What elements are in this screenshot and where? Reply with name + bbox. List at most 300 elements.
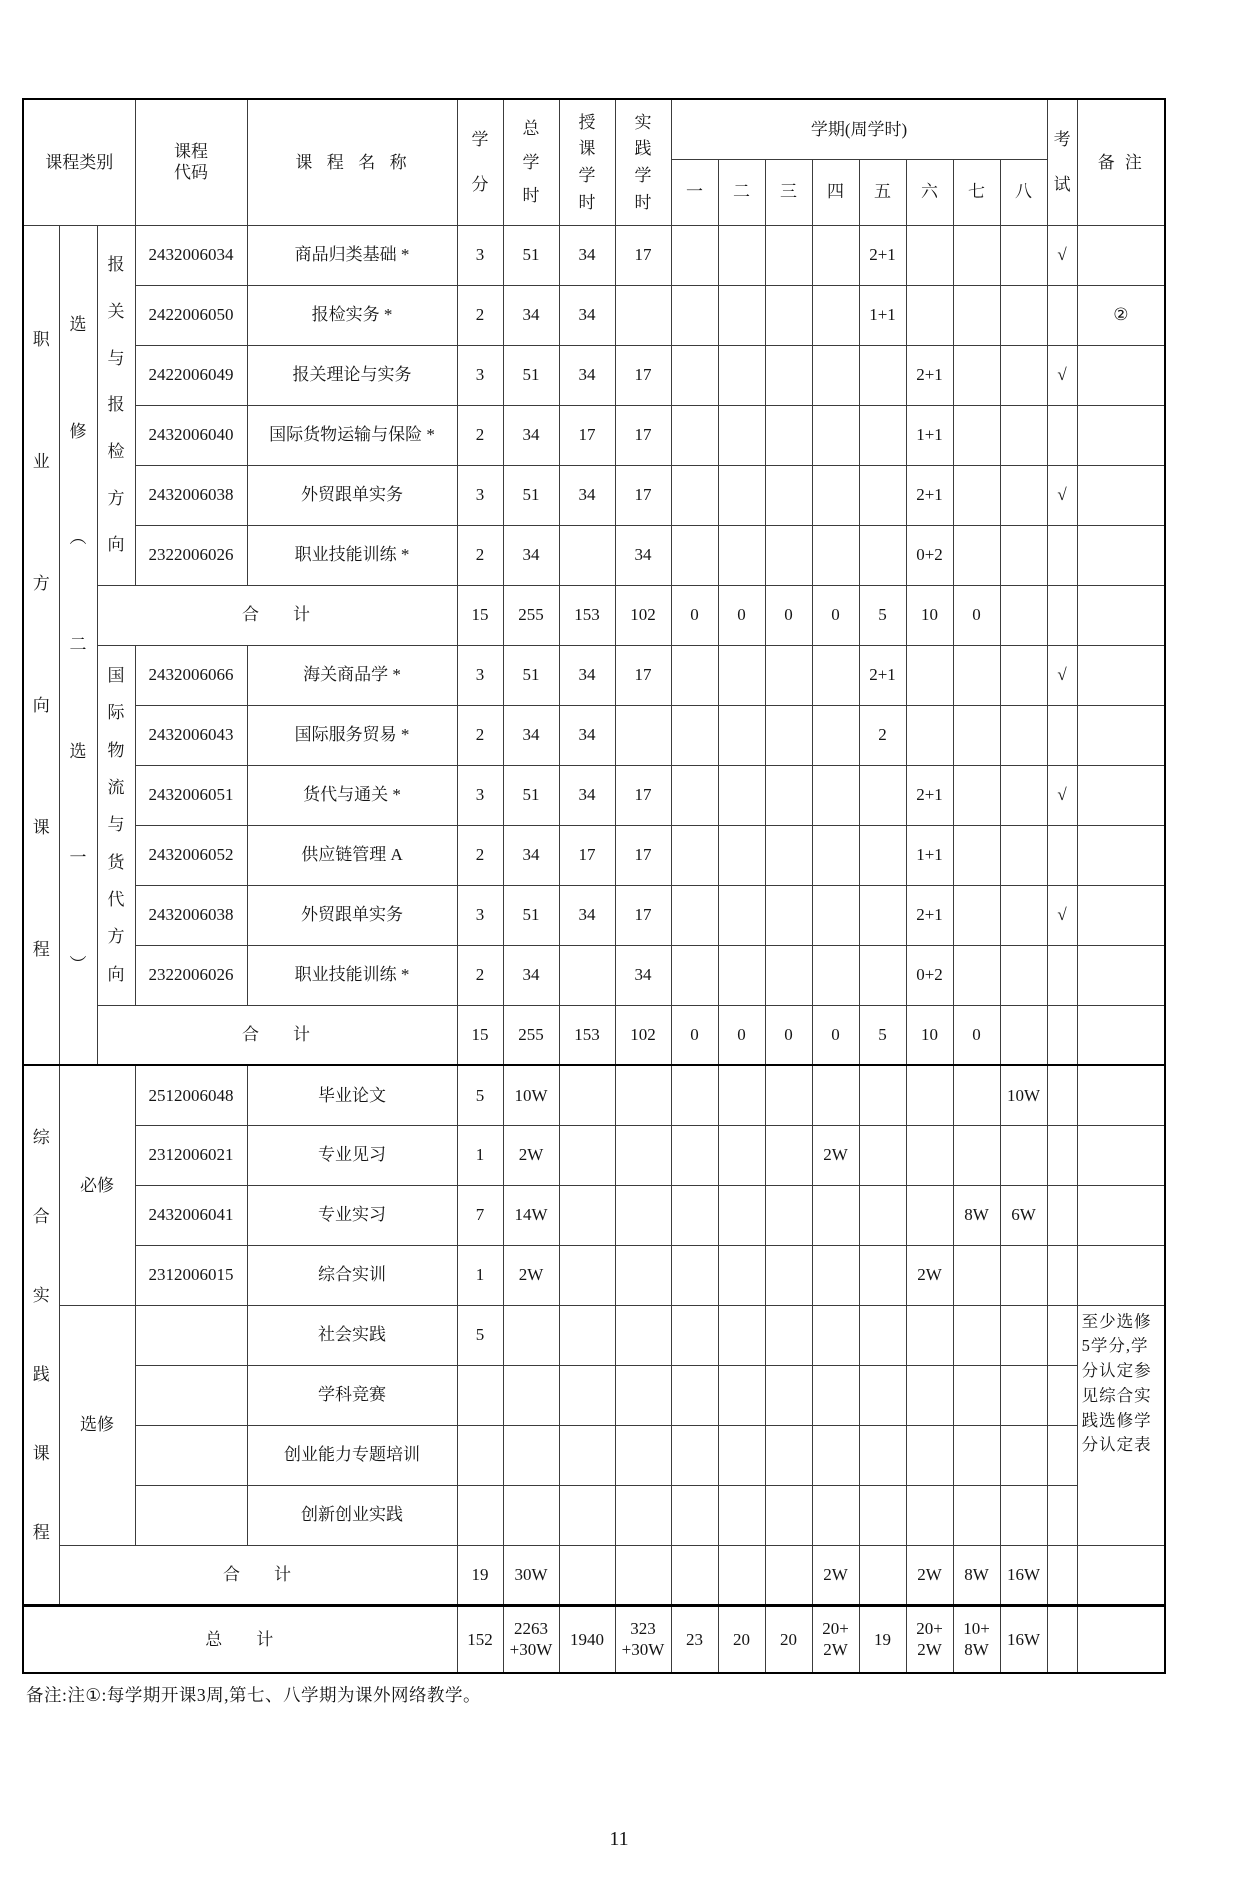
practice-hours-cell [615,1125,671,1185]
course-name: 毕业论文 [247,1065,457,1125]
semester-8-cell [1000,585,1047,645]
table-row [23,1005,1165,1065]
semester-4-cell [812,885,859,945]
semester-6-cell: 2+1 [906,465,953,525]
semester-6-cell [906,1065,953,1125]
semester-5-cell [859,525,906,585]
table-row [23,345,1165,405]
remark-cell [1077,1605,1165,1673]
header-category: 课程类别 [23,99,135,225]
header-semester-1: 一 [671,159,718,225]
semester-6-cell [906,705,953,765]
semester-4-cell: 0 [812,1005,859,1065]
semester-2-cell [718,1125,765,1185]
teach-hours-cell: 34 [559,885,615,945]
semester-8-cell [1000,1365,1047,1425]
credits-cell: 7 [457,1185,503,1245]
semester-1-cell [671,405,718,465]
semester-1-cell [671,285,718,345]
category-career-direction-label: 职 业 方 向 课 程 [23,225,59,1065]
total-hours-cell: 2W [503,1125,559,1185]
semester-1-cell [671,945,718,1005]
subtotal-label: 合计 [97,585,457,645]
credits-cell: 15 [457,1005,503,1065]
semester-7-cell: 8W [953,1185,1000,1245]
semester-7-cell [953,345,1000,405]
teach-hours-cell: 17 [559,405,615,465]
credits-cell: 1 [457,1125,503,1185]
semester-2-cell [718,525,765,585]
course-name: 职业技能训练 * [247,945,457,1005]
table-row [23,405,1165,465]
semester-5-cell [859,465,906,525]
practice-hours-cell [615,1365,671,1425]
credits-cell [457,1365,503,1425]
semester-3-cell [765,405,812,465]
semester-8-cell [1000,225,1047,285]
exam-check-cell: √ [1047,465,1077,525]
semester-4-cell [812,1185,859,1245]
credits-cell: 3 [457,465,503,525]
practice-hours-cell: 17 [615,345,671,405]
semester-5-cell [859,1545,906,1605]
course-name: 社会实践 [247,1305,457,1365]
remark-cell [1077,645,1165,705]
semester-6-cell [906,1305,953,1365]
header-semester-5: 五 [859,159,906,225]
page-number: 11 [609,1828,629,1850]
semester-8-cell [1000,645,1047,705]
direction-customs-label: 报 关 与 报 检 方 向 [97,225,135,585]
semester-7-cell [953,1065,1000,1125]
course-name: 综合实训 [247,1245,457,1305]
course-code: 2432006043 [135,705,247,765]
semester-4-cell: 20+ 2W [812,1605,859,1673]
semester-3-cell [765,885,812,945]
semester-7-cell [953,945,1000,1005]
exam-check-cell: √ [1047,765,1077,825]
course-name: 国际服务贸易 * [247,705,457,765]
semester-1-cell [671,645,718,705]
teach-hours-cell: 34 [559,765,615,825]
course-name: 学科竞赛 [247,1365,457,1425]
course-code: 2312006021 [135,1125,247,1185]
semester-5-cell [859,1425,906,1485]
semester-5-cell: 1+1 [859,285,906,345]
semester-5-cell: 2 [859,705,906,765]
semester-6-cell [906,1185,953,1245]
credits-cell [457,1425,503,1485]
semester-8-cell [1000,1485,1047,1545]
semester-2-cell [718,1065,765,1125]
total-hours-cell: 51 [503,225,559,285]
header-course-name: 课程名称 [247,99,457,225]
remark-cell [1077,705,1165,765]
semester-1-cell: 0 [671,585,718,645]
semester-5-cell [859,1245,906,1305]
course-name: 货代与通关 * [247,765,457,825]
semester-6-cell: 2W [906,1545,953,1605]
semester-2-cell [718,1245,765,1305]
credits-cell: 2 [457,405,503,465]
semester-4-cell: 0 [812,585,859,645]
semester-3-cell [765,465,812,525]
teach-hours-cell: 34 [559,345,615,405]
header-semester-8: 八 [1000,159,1047,225]
semester-3-cell [765,345,812,405]
total-hours-cell: 51 [503,465,559,525]
semester-2-cell [718,465,765,525]
course-code: 2312006015 [135,1245,247,1305]
semester-6-cell [906,645,953,705]
semester-6-cell: 2+1 [906,885,953,945]
semester-4-cell [812,1065,859,1125]
teach-hours-cell [559,1065,615,1125]
total-hours-cell: 34 [503,825,559,885]
remark-cell [1077,1065,1165,1125]
semester-2-cell [718,825,765,885]
semester-8-cell [1000,1245,1047,1305]
semester-8-cell [1000,285,1047,345]
total-hours-cell: 34 [503,705,559,765]
remark-cell [1077,465,1165,525]
practice-hours-cell [615,1245,671,1305]
semester-2-cell [718,1425,765,1485]
semester-7-cell: 0 [953,1005,1000,1065]
total-hours-cell: 10W [503,1065,559,1125]
exam-check-cell [1047,1245,1077,1305]
header-semester-6: 六 [906,159,953,225]
semester-7-cell [953,465,1000,525]
exam-check-cell [1047,1065,1077,1125]
semester-5-cell [859,1065,906,1125]
course-code: 2322006026 [135,945,247,1005]
semester-5-cell [859,1485,906,1545]
semester-4-cell [812,825,859,885]
exam-check-cell [1047,1125,1077,1185]
semester-1-cell [671,705,718,765]
teach-hours-cell [559,1545,615,1605]
semester-7-cell: 10+ 8W [953,1605,1000,1673]
semester-1-cell [671,1245,718,1305]
semester-4-cell [812,1365,859,1425]
semester-3-cell: 0 [765,585,812,645]
semester-1-cell [671,1125,718,1185]
semester-4-cell [812,645,859,705]
header-exam: 考 试 [1047,99,1077,225]
semester-1-cell [671,1485,718,1545]
semester-6-cell [906,1125,953,1185]
credits-cell: 5 [457,1305,503,1365]
semester-2-cell [718,405,765,465]
semester-6-cell: 10 [906,1005,953,1065]
semester-3-cell [765,1185,812,1245]
exam-check-cell [1047,705,1077,765]
semester-7-cell: 8W [953,1545,1000,1605]
table-row [23,825,1165,885]
teach-hours-cell: 34 [559,645,615,705]
semester-1-cell [671,225,718,285]
exam-check-cell [1047,285,1077,345]
remark-cell [1077,405,1165,465]
semester-2-cell [718,1485,765,1545]
credits-cell: 5 [457,1065,503,1125]
exam-check-cell [1047,825,1077,885]
course-name: 创业能力专题培训 [247,1425,457,1485]
table-row [23,525,1165,585]
teach-hours-cell: 34 [559,225,615,285]
practice-hours-cell: 17 [615,405,671,465]
semester-6-cell: 0+2 [906,945,953,1005]
exam-check-cell: √ [1047,645,1077,705]
header-semester-7: 七 [953,159,1000,225]
table-row [23,885,1165,945]
semester-4-cell: 2W [812,1545,859,1605]
practice-hours-cell [615,1305,671,1365]
teach-hours-cell: 1940 [559,1605,615,1673]
semester-4-cell [812,225,859,285]
credits-cell: 1 [457,1245,503,1305]
teach-hours-cell [559,1365,615,1425]
table-row [23,645,1165,705]
practice-hours-cell [615,705,671,765]
semester-7-cell [953,525,1000,585]
course-name: 海关商品学 * [247,645,457,705]
exam-check-cell [1047,1305,1077,1365]
semester-8-cell [1000,945,1047,1005]
teach-hours-cell: 34 [559,465,615,525]
course-code [135,1425,247,1485]
credits-cell: 2 [457,525,503,585]
course-code: 2322006026 [135,525,247,585]
semester-5-cell: 2+1 [859,645,906,705]
remark-cell [1077,1545,1165,1605]
semester-3-cell [765,285,812,345]
teach-hours-cell [559,1185,615,1245]
total-hours-cell [503,1365,559,1425]
semester-7-cell [953,825,1000,885]
semester-1-cell: 23 [671,1605,718,1673]
semester-3-cell [765,1485,812,1545]
semester-5-cell [859,1125,906,1185]
remark-cell: ② [1077,285,1165,345]
semester-3-cell [765,1065,812,1125]
total-hours-cell [503,1305,559,1365]
header-remark: 备注 [1077,99,1165,225]
semester-8-cell [1000,885,1047,945]
total-hours-cell: 2263 +30W [503,1605,559,1673]
credits-cell: 3 [457,765,503,825]
semester-5-cell [859,1305,906,1365]
course-code [135,1485,247,1545]
course-name: 专业见习 [247,1125,457,1185]
table-row [23,1425,1165,1485]
total-hours-cell: 51 [503,765,559,825]
table-row [23,585,1165,645]
exam-check-cell [1047,585,1077,645]
table-row [23,945,1165,1005]
credits-cell: 2 [457,945,503,1005]
semester-3-cell [765,825,812,885]
semester-4-cell [812,1425,859,1485]
remark-cell [1077,225,1165,285]
semester-1-cell [671,1185,718,1245]
total-hours-cell: 34 [503,285,559,345]
semester-8-cell: 6W [1000,1185,1047,1245]
practice-hours-cell: 323 +30W [615,1605,671,1673]
exam-check-cell [1047,1605,1077,1673]
total-hours-cell [503,1485,559,1545]
remark-cell [1077,1185,1165,1245]
semester-1-cell: 0 [671,1005,718,1065]
semester-6-cell: 1+1 [906,405,953,465]
table-row [23,1305,1165,1365]
semester-6-cell: 1+1 [906,825,953,885]
semester-3-cell: 20 [765,1605,812,1673]
credits-cell: 152 [457,1605,503,1673]
semester-5-cell: 5 [859,1005,906,1065]
teach-hours-cell: 34 [559,705,615,765]
semester-7-cell [953,1305,1000,1365]
credits-cell: 2 [457,285,503,345]
teach-hours-cell [559,945,615,1005]
semester-8-cell: 10W [1000,1065,1047,1125]
teach-hours-cell [559,1305,615,1365]
table-row [23,1545,1165,1605]
semester-7-cell [953,765,1000,825]
total-hours-cell: 2W [503,1245,559,1305]
table-row [23,1185,1165,1245]
semester-7-cell [953,225,1000,285]
semester-2-cell [718,345,765,405]
course-name: 商品归类基础 * [247,225,457,285]
semester-8-cell [1000,465,1047,525]
remark-cell [1077,1005,1165,1065]
group-elective-label: 选修 [59,1305,135,1545]
total-hours-cell: 51 [503,885,559,945]
remark-cell [1077,345,1165,405]
total-hours-cell: 30W [503,1545,559,1605]
semester-2-cell [718,945,765,1005]
remark-cell [1077,585,1165,645]
exam-check-cell [1047,1425,1077,1485]
semester-8-cell [1000,1305,1047,1365]
semester-7-cell [953,1245,1000,1305]
remark-cell [1077,1125,1165,1185]
course-name: 外贸跟单实务 [247,465,457,525]
semester-3-cell: 0 [765,1005,812,1065]
header-total-hours: 总 学 时 [503,99,559,225]
semester-4-cell [812,345,859,405]
semester-1-cell [671,345,718,405]
semester-2-cell [718,705,765,765]
practice-hours-cell: 17 [615,825,671,885]
header-practice-hours: 实 践 学 时 [615,99,671,225]
practice-hours-cell: 17 [615,465,671,525]
practice-hours-cell: 17 [615,645,671,705]
semester-2-cell [718,885,765,945]
practice-hours-cell: 17 [615,225,671,285]
semester-1-cell [671,825,718,885]
semester-5-cell: 19 [859,1605,906,1673]
semester-6-cell: 2+1 [906,765,953,825]
practice-hours-cell [615,285,671,345]
semester-4-cell [812,765,859,825]
table-row [23,1125,1165,1185]
semester-3-cell [765,1425,812,1485]
remark-cell [1077,525,1165,585]
semester-2-cell [718,645,765,705]
teach-hours-cell [559,1425,615,1485]
semester-8-cell: 16W [1000,1605,1047,1673]
semester-8-cell [1000,405,1047,465]
exam-check-cell: √ [1047,345,1077,405]
total-hours-cell: 34 [503,405,559,465]
exam-check-cell [1047,525,1077,585]
semester-4-cell [812,1485,859,1545]
course-code: 2432006040 [135,405,247,465]
table-row [23,1065,1165,1125]
remark-cell [1077,825,1165,885]
credits-cell: 15 [457,585,503,645]
semester-4-cell [812,1305,859,1365]
semester-7-cell [953,645,1000,705]
total-hours-cell: 14W [503,1185,559,1245]
semester-5-cell [859,885,906,945]
table-row [23,99,1165,159]
semester-1-cell [671,1065,718,1125]
semester-1-cell [671,525,718,585]
semester-1-cell [671,465,718,525]
credits-cell: 19 [457,1545,503,1605]
semester-8-cell [1000,1425,1047,1485]
semester-7-cell [953,405,1000,465]
header-semester-4: 四 [812,159,859,225]
semester-8-cell [1000,525,1047,585]
teach-hours-cell [559,1485,615,1545]
total-hours-cell [503,1425,559,1485]
semester-8-cell [1000,825,1047,885]
table-footnote: 备注:注①:每学期开课3周,第七、八学期为课外网络教学。 [26,1685,482,1705]
table-row [23,1485,1165,1545]
semester-3-cell [765,1305,812,1365]
semester-3-cell [765,1545,812,1605]
teach-hours-cell: 153 [559,585,615,645]
practice-hours-cell: 34 [615,945,671,1005]
direction-logistics-label: 国 际 物 流 与 货 代 方 向 [97,645,135,1005]
semester-5-cell [859,405,906,465]
exam-check-cell [1047,1365,1077,1425]
semester-4-cell: 2W [812,1125,859,1185]
semester-7-cell [953,285,1000,345]
teach-hours-cell: 153 [559,1005,615,1065]
semester-6-cell: 0+2 [906,525,953,585]
remark-cell [1077,765,1165,825]
semester-7-cell [953,705,1000,765]
course-name: 创新创业实践 [247,1485,457,1545]
semester-5-cell [859,345,906,405]
exam-check-cell [1047,1185,1077,1245]
practice-hours-cell [615,1485,671,1545]
semester-2-cell: 0 [718,585,765,645]
header-teach-hours: 授 课 学 时 [559,99,615,225]
semester-6-cell [906,1485,953,1545]
remark-cell: 至少选修5学分,学分认定参见综合实践选修学分认定表 [1077,1305,1165,1545]
practice-hours-cell: 34 [615,525,671,585]
semester-7-cell [953,1125,1000,1185]
semester-2-cell [718,225,765,285]
semester-8-cell [1000,1005,1047,1065]
